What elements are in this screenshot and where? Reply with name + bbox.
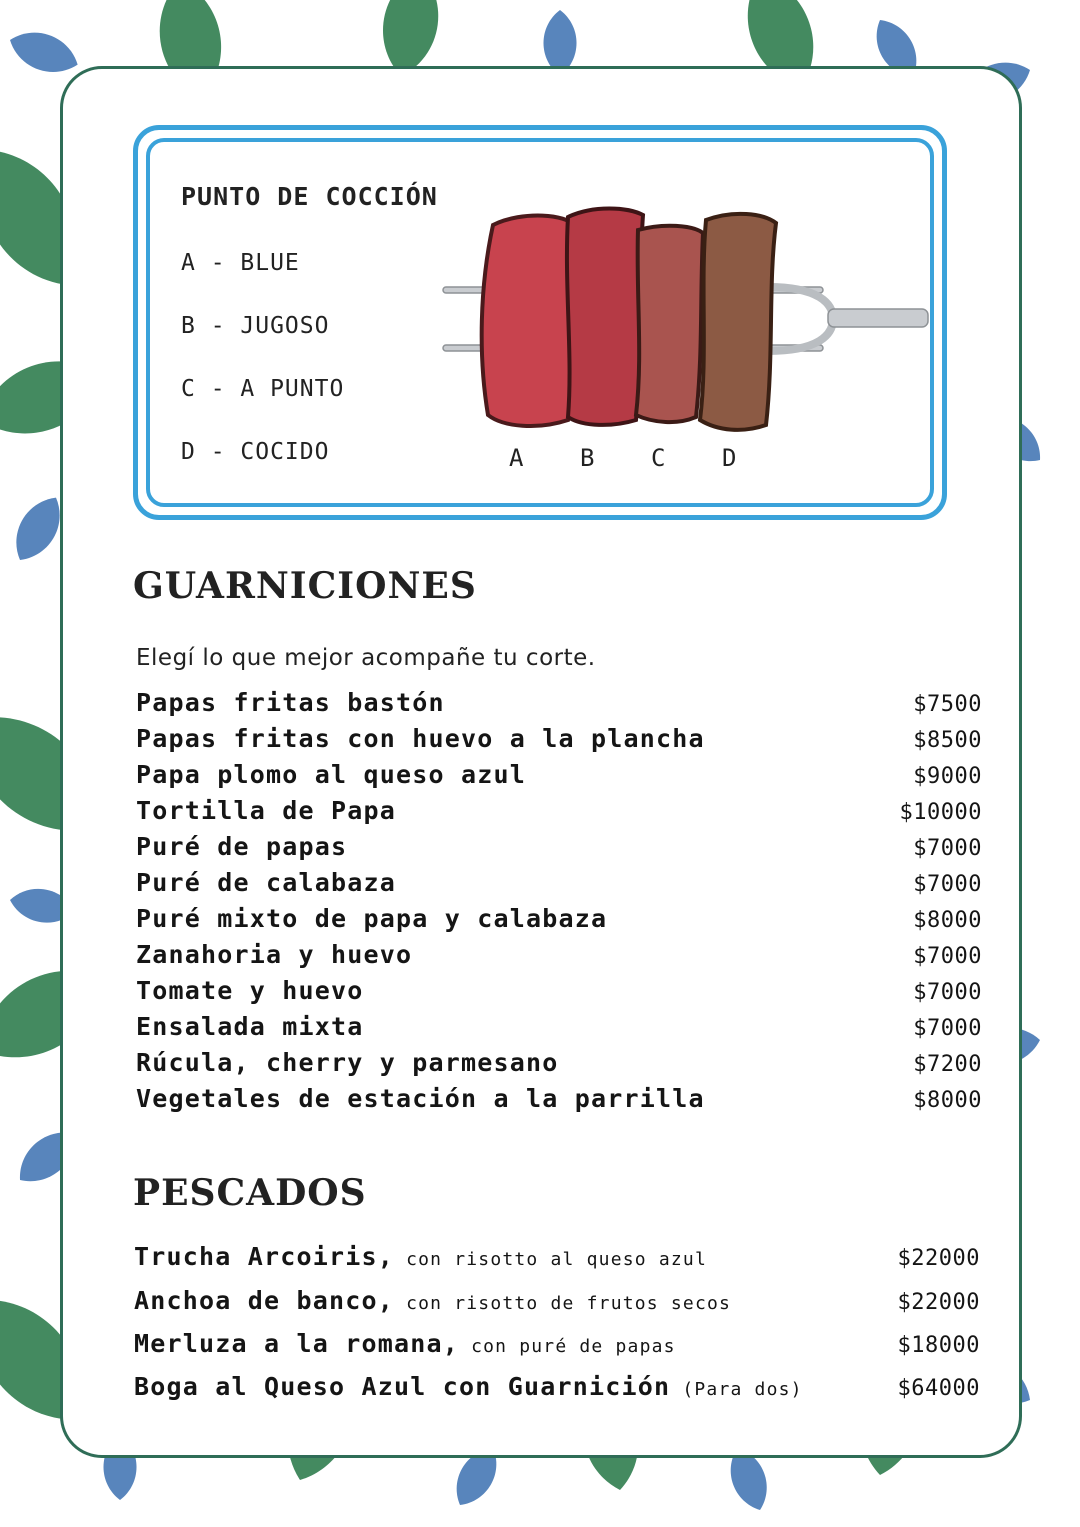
item-name bbox=[134, 1329, 676, 1358]
doneness-level-c: C - A PUNTO bbox=[181, 376, 345, 402]
menu-item bbox=[134, 1242, 980, 1282]
doneness-level-d: D - COCIDO bbox=[181, 439, 330, 465]
item-name: Rúcula, cherry y parmesano bbox=[136, 1048, 559, 1077]
menu-item bbox=[136, 904, 982, 940]
item-price: $22000 bbox=[897, 1246, 980, 1271]
item-name: Puré de papas bbox=[136, 832, 348, 861]
item-price: $7200 bbox=[913, 1052, 982, 1077]
fish-description: (Para dos) bbox=[670, 1379, 803, 1400]
menu-item bbox=[134, 1372, 980, 1412]
guarniciones-intro: Elegí lo que mejor acompañe tu corte. bbox=[136, 645, 596, 671]
fish-description: con risotto al queso azul bbox=[394, 1249, 707, 1270]
item-name: Puré de calabaza bbox=[136, 868, 397, 897]
item-price: $9000 bbox=[913, 764, 982, 789]
menu-item bbox=[136, 724, 982, 760]
item-price: $8000 bbox=[913, 908, 982, 933]
item-name: Papas fritas con huevo a la plancha bbox=[136, 724, 705, 753]
menu-item bbox=[136, 976, 982, 1012]
menu-item bbox=[136, 1084, 982, 1120]
steak-letter-c: C bbox=[651, 444, 666, 472]
doneness-title: PUNTO DE COCCIÓN bbox=[181, 182, 438, 211]
item-name: Papas fritas bastón bbox=[136, 688, 445, 717]
item-name bbox=[134, 1286, 731, 1315]
menu-item bbox=[136, 796, 982, 832]
menu-item bbox=[136, 688, 982, 724]
steak-slice-d bbox=[700, 214, 776, 430]
item-price: $64000 bbox=[897, 1376, 980, 1401]
steak-letter-b: B bbox=[580, 444, 595, 472]
item-name: Zanahoria y huevo bbox=[136, 940, 413, 969]
item-price: $7000 bbox=[913, 836, 982, 861]
item-price: $7000 bbox=[913, 872, 982, 897]
item-price: $8000 bbox=[913, 1088, 982, 1113]
item-name bbox=[134, 1242, 707, 1271]
fish-name: Merluza a la romana, bbox=[134, 1329, 460, 1358]
item-name: Ensalada mixta bbox=[136, 1012, 364, 1041]
item-price: $22000 bbox=[897, 1290, 980, 1315]
item-price: $7500 bbox=[913, 692, 982, 717]
item-name: Puré mixto de papa y calabaza bbox=[136, 904, 608, 933]
doneness-level-b: B - JUGOSO bbox=[181, 313, 330, 339]
steak-letter-a: A bbox=[509, 444, 524, 472]
steak-slice-b bbox=[567, 209, 643, 425]
doneness-level-a: A - BLUE bbox=[181, 250, 300, 276]
steak-slice-a bbox=[482, 216, 573, 426]
fish-description: con risotto de frutos secos bbox=[394, 1293, 732, 1314]
item-name: Tomate y huevo bbox=[136, 976, 364, 1005]
item-price: $10000 bbox=[899, 800, 982, 825]
steak-slice-c bbox=[636, 226, 703, 422]
guarniciones-title: GUARNICIONES bbox=[133, 565, 477, 607]
pescados-title: PESCADOS bbox=[133, 1172, 367, 1214]
item-price: $18000 bbox=[897, 1333, 980, 1358]
item-name bbox=[134, 1372, 803, 1401]
menu-item bbox=[136, 760, 982, 796]
item-price: $7000 bbox=[913, 980, 982, 1005]
menu-item bbox=[136, 1012, 982, 1048]
item-name: Tortilla de Papa bbox=[136, 796, 397, 825]
item-price: $7000 bbox=[913, 944, 982, 969]
steak-on-fork-image bbox=[438, 205, 933, 435]
fish-name: Trucha Arcoiris, bbox=[134, 1242, 395, 1271]
fish-name: Anchoa de banco, bbox=[134, 1286, 395, 1315]
menu-item bbox=[136, 940, 982, 976]
item-price: $8500 bbox=[913, 728, 982, 753]
fish-name: Boga al Queso Azul con Guarnición bbox=[134, 1372, 671, 1401]
steak-letter-d: D bbox=[722, 444, 737, 472]
menu-item bbox=[136, 868, 982, 904]
item-name: Vegetales de estación a la parrilla bbox=[136, 1084, 705, 1113]
menu-item bbox=[136, 832, 982, 868]
menu-item bbox=[134, 1286, 980, 1326]
menu-item bbox=[136, 1048, 982, 1084]
item-name: Papa plomo al queso azul bbox=[136, 760, 527, 789]
fish-description: con puré de papas bbox=[459, 1336, 676, 1357]
menu-item bbox=[134, 1329, 980, 1369]
item-price: $7000 bbox=[913, 1016, 982, 1041]
